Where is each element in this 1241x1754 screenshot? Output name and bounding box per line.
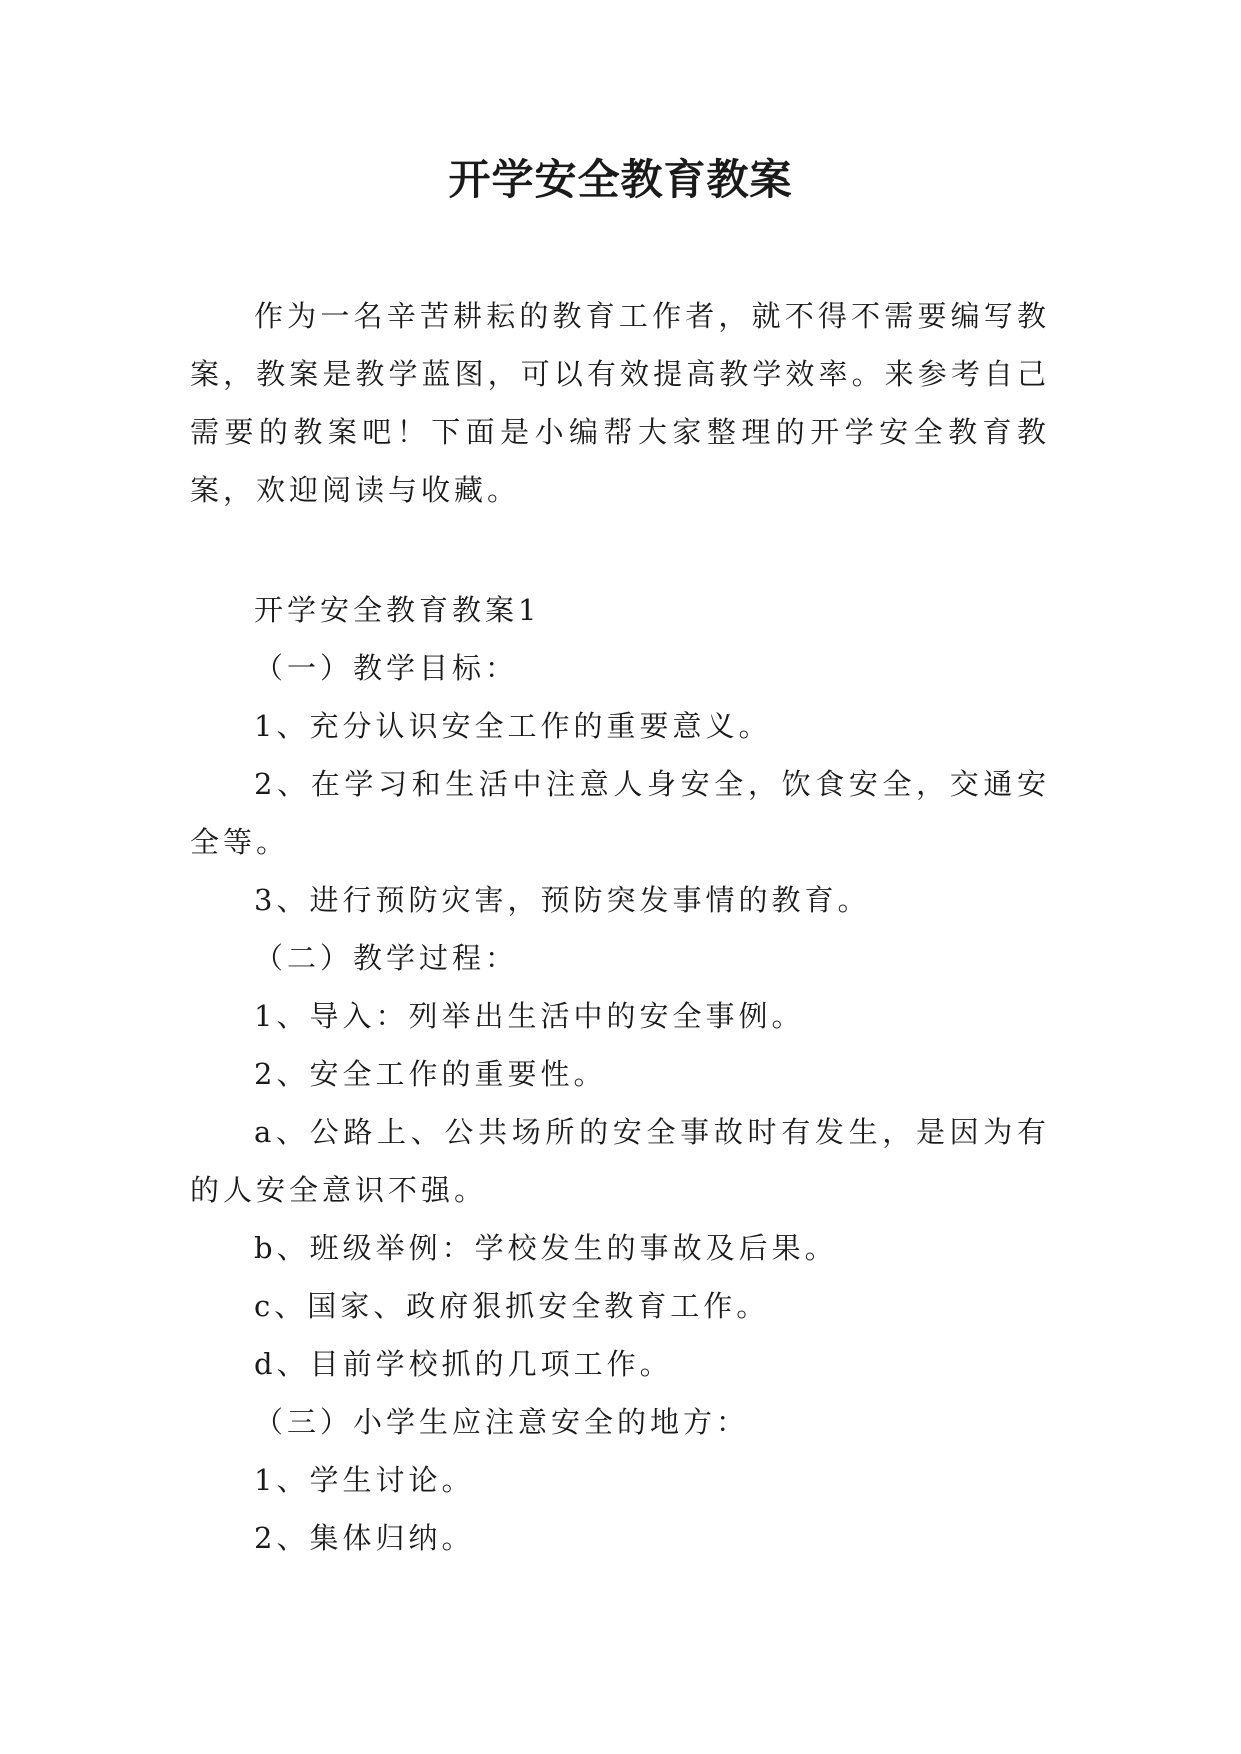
process-subitem: a、公路上、公共场所的安全事故时有发生，是因为有的人安全意识不强。 <box>190 1115 1050 1207</box>
intro-paragraph: 作为一名辛苦耕耘的教育工作者，就不得不需要编写教案，教案是教学蓝图，可以有效提高教学效率。来参考自己需要的教案吧！下面是小编帮大家整理的开学安全教育教案，欢迎阅读与收藏。 <box>190 299 1050 507</box>
objective-item: 3、进行预防灾害，预防突发事情的教育。 <box>254 883 871 917</box>
process-item: 2、安全工作的重要性。 <box>254 1057 607 1091</box>
safety-item: 2、集体归纳。 <box>254 1521 475 1555</box>
section-heading: 开学安全教育教案1 <box>254 593 541 627</box>
objective-item: 1、充分认识安全工作的重要意义。 <box>254 709 772 743</box>
process-subitem: c、国家、政府狠抓安全教育工作。 <box>254 1289 770 1323</box>
process-item: 1、导入：列举出生活中的安全事例。 <box>254 999 805 1033</box>
document-title: 开学安全教育教案 <box>448 155 793 204</box>
objective-item: 2、在学习和生活中注意人身安全，饮食安全，交通安全等。 <box>190 767 1050 859</box>
subheading-objectives: （一）教学目标： <box>254 651 519 685</box>
process-subitem: b、班级举例：学校发生的事故及后果。 <box>254 1231 838 1265</box>
content-section <box>190 581 1050 1567</box>
subheading-process: （二）教学过程： <box>254 941 519 975</box>
process-subitem: d、目前学校抓的几项工作。 <box>254 1347 673 1381</box>
intro-section <box>190 287 1050 519</box>
safety-item: 1、学生讨论。 <box>254 1463 475 1497</box>
subheading-safety-places: （三）小学生应注意安全的地方： <box>254 1405 750 1439</box>
